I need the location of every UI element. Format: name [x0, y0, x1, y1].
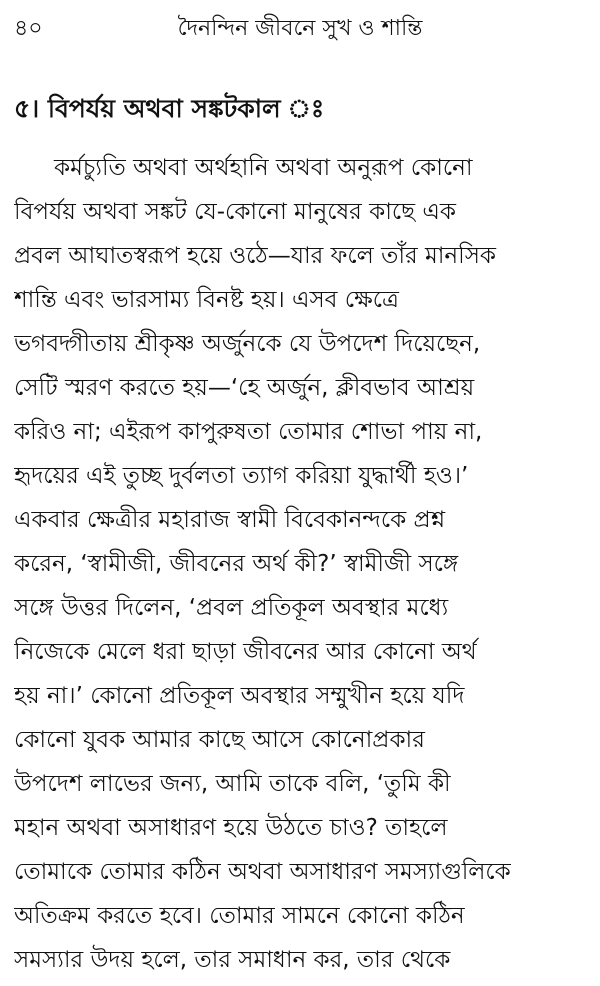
text-line: বিপর্যয় অথবা সঙ্কট যে-কোনো মানুষের কাছে এক — [14, 199, 456, 225]
text-line: হৃদয়ের এই তুচ্ছ দুর্বলতা ত্যাগ করিয়া যুদ্ধার্থী হও।’ — [14, 463, 469, 489]
text-line: সেটি স্মরণ করতে হয়—‘হে অর্জুন, ক্লীবভাব আশ্রয় — [14, 375, 475, 401]
text-line: ভগবদ্গীতায় শ্রীকৃষ্ণ অর্জুনকে যে উপদেশ দিয়েছেন, — [14, 331, 481, 357]
text-line: সঙ্গে উত্তর দিলেন, ‘প্রবল প্রতিকূল অবস্থার মধ্যে — [14, 595, 449, 621]
text-line: প্রবল আঘাতস্বরূপ হয়ে ওঠে—যার ফলে তাঁর মানসিক — [14, 243, 497, 269]
text-line: শান্তি এবং ভারসাম্য বিনষ্ট হয়। এসব ক্ষেত্রে — [14, 287, 399, 313]
text-line: করেন, ‘স্বামীজী, জীবনের অর্থ কী?’ স্বামীজী সঙ্গে — [14, 551, 459, 577]
text-line: কর্মচ্যুতি অথবা অর্থহানি অথবা অনুরূপ কোনো — [54, 155, 473, 181]
text-line: হয় না।’ কোনো প্রতিকূল অবস্থার সম্মুখীন হয়ে যদি — [14, 683, 465, 709]
text-line: অতিক্রম করতে হবে। তোমার সামনে কোনো কঠিন — [14, 903, 465, 929]
text-line: একবার ক্ষেত্রীর মহারাজ স্বামী বিবেকানন্দকে প্রশ্ন — [14, 507, 446, 533]
running-title: দৈনন্দিন জীবনে সুখ ও শান্তি — [177, 16, 423, 41]
text-line: নিজেকে মেলে ধরা ছাড়া জীবনের আর কোনো অর্থ — [14, 639, 477, 665]
text-line: করিও না; এইরূপ কাপুরুষতা তোমার শোভা পায় না, — [14, 419, 483, 445]
section-heading: ৫। বিপর্যয় অথবা সঙ্কটকাল ঃ — [14, 94, 325, 123]
page-number: ৪০ — [14, 16, 43, 41]
text-line: কোনো যুবক আমার কাছে আসে কোনোপ্রকার — [14, 727, 425, 753]
text-line: উপদেশ লাভের জন্য, আমি তাকে বলি, ‘তুমি কী — [14, 771, 451, 797]
text-line: মহান অথবা অসাধারণ হয়ে উঠতে চাও? তাহলে — [14, 815, 448, 841]
body-paragraph — [14, 146, 590, 982]
text-line: তোমাকে তোমার কঠিন অথবা অসাধারণ সমস্যাগুলিকে — [14, 859, 511, 885]
running-header — [14, 12, 586, 46]
text-line: সমস্যার উদয় হলে, তার সমাধান কর, তার থেকে — [14, 947, 451, 973]
